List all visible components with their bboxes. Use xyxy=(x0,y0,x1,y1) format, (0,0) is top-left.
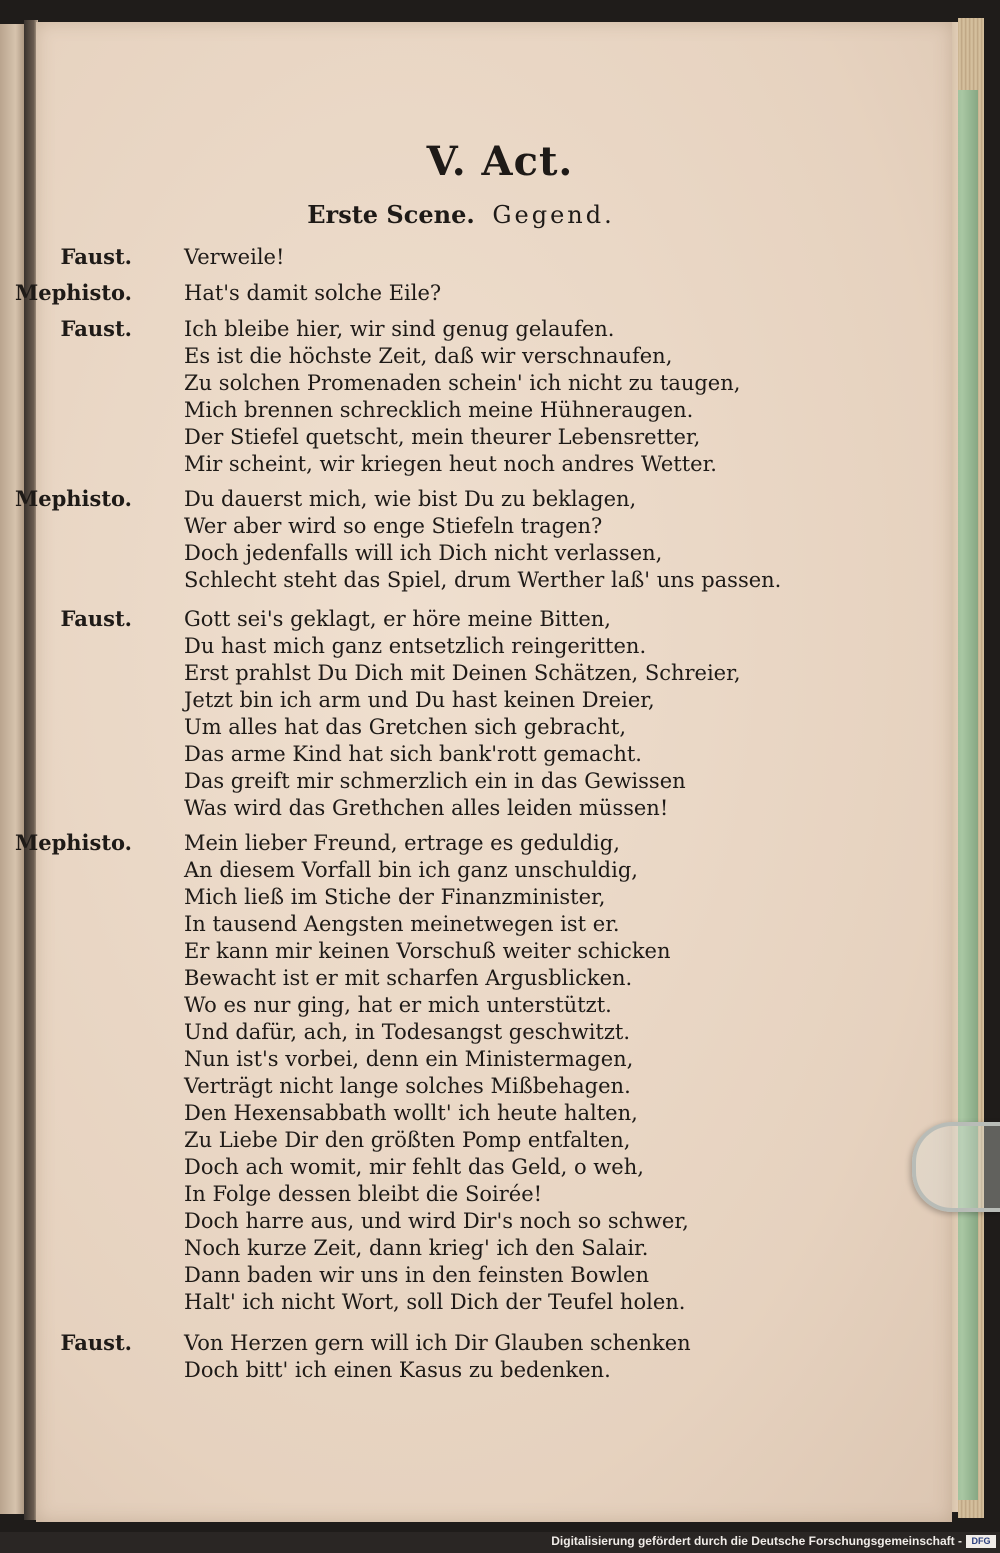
verse-line: Jetzt bin ich arm und Du hast keinen Dreier, xyxy=(184,688,655,712)
verse-line: Doch harre aus, und wird Dir's noch so schwer, xyxy=(184,1209,689,1233)
verse-line: Zu solchen Promenaden schein' ich nicht zu taugen, xyxy=(184,371,741,395)
verse-line: Schlecht steht das Spiel, drum Werther laß' uns passen. xyxy=(184,568,782,592)
verse-lines xyxy=(184,830,689,1316)
verse-line: Doch bitt' ich einen Kasus zu bedenken. xyxy=(184,1358,611,1382)
verse-lines xyxy=(184,280,441,307)
verse-line: Wer aber wird so enge Stiefeln tragen? xyxy=(184,514,603,538)
digitization-credit: Digitalisierung gefördert durch die Deutsche Forschungsgemeinschaft - xyxy=(551,1534,962,1548)
verse-line: Es ist die höchste Zeit, daß wir verschnaufen, xyxy=(184,344,673,368)
verse-line: Dann baden wir uns in den feinsten Bowlen xyxy=(184,1263,650,1287)
verse-line: Bewacht ist er mit scharfen Argusblicken. xyxy=(184,966,633,990)
verse-line: Ich bleibe hier, wir sind genug gelaufen. xyxy=(184,317,615,341)
speaker-name: Mephisto. xyxy=(14,830,132,855)
verse-line: Zu Liebe Dir den größten Pomp entfalten, xyxy=(184,1128,631,1152)
verse-lines xyxy=(184,1330,691,1384)
verse-line: Du dauerst mich, wie bist Du zu beklagen, xyxy=(184,487,637,511)
verse-line: In tausend Aengsten meinetwegen ist er. xyxy=(184,912,620,936)
verse-line: Von Herzen gern will ich Dir Glauben schenken xyxy=(184,1331,691,1355)
speaker-name: Faust. xyxy=(60,244,132,269)
verse-lines xyxy=(184,244,284,271)
speaker-name: Mephisto. xyxy=(14,486,132,511)
verse-line: Doch ach womit, mir fehlt das Geld, o weh, xyxy=(184,1155,644,1179)
verse-line: Halt' ich nicht Wort, soll Dich der Teufel holen. xyxy=(184,1290,686,1314)
page-clip-tab xyxy=(912,1122,1000,1212)
verse-line: Er kann mir keinen Vorschuß weiter schicken xyxy=(184,939,671,963)
verse-line: Hat's damit solche Eile? xyxy=(184,281,442,305)
verse-line: Mich brennen schrecklich meine Hühneraugen. xyxy=(184,398,694,422)
verse-line: Was wird das Grethchen alles leiden müssen! xyxy=(184,796,669,820)
speaker-name: Faust. xyxy=(60,316,132,341)
verse-line: Doch jedenfalls will ich Dich nicht verlassen, xyxy=(184,541,663,565)
verse-line: Erst prahlst Du Dich mit Deinen Schätzen, Schreier, xyxy=(184,661,741,685)
verse-line: Und dafür, ach, in Todesangst geschwitzt. xyxy=(184,1020,631,1044)
verse-line: Der Stiefel quetscht, mein theurer Lebensretter, xyxy=(184,425,701,449)
scene-title: Erste Scene. xyxy=(307,200,475,229)
verse-line: Noch kurze Zeit, dann krieg' ich den Salair. xyxy=(184,1236,649,1260)
verse-line: Verweile! xyxy=(184,245,285,269)
verse-line: Wo es nur ging, hat er mich unterstützt. xyxy=(184,993,612,1017)
verse-lines xyxy=(184,606,741,822)
verse-lines xyxy=(184,316,740,478)
verse-line: Nun ist's vorbei, denn ein Ministermagen, xyxy=(184,1047,634,1071)
verse-line: Das arme Kind hat sich bank'rott gemacht. xyxy=(184,742,642,766)
speaker-name: Faust. xyxy=(60,1330,132,1355)
verse-line: Den Hexensabbath wollt' ich heute halten, xyxy=(184,1101,638,1125)
verse-line: Um alles hat das Gretchen sich gebracht, xyxy=(184,715,627,739)
verse-line: Das greift mir schmerzlich ein in das Gewissen xyxy=(184,769,686,793)
dfg-logo xyxy=(966,1535,996,1548)
speaker-name: Faust. xyxy=(60,606,132,631)
scene-place: Gegend. xyxy=(492,201,615,229)
verse-line: Mir scheint, wir kriegen heut noch andres Wetter. xyxy=(184,452,717,476)
verse-line: Mich ließ im Stiche der Finanzminister, xyxy=(184,885,606,909)
act-heading: V. Act. xyxy=(426,138,574,185)
speaker-name: Mephisto. xyxy=(14,280,132,305)
verse-line: Mein lieber Freund, ertrage es geduldig, xyxy=(184,831,620,855)
dfg-logo-text: DFG xyxy=(971,1536,991,1546)
scene-heading xyxy=(0,200,922,229)
verse-lines xyxy=(184,486,781,594)
verse-line: An diesem Vorfall bin ich ganz unschuldig, xyxy=(184,858,638,882)
verse-line: Gott sei's geklagt, er höre meine Bitten, xyxy=(184,607,611,631)
verse-line: Du hast mich ganz entsetzlich reingeritten. xyxy=(184,634,647,658)
verse-line: In Folge dessen bleibt die Soirée! xyxy=(184,1182,543,1206)
previous-page-edge xyxy=(0,24,26,1514)
verse-line: Verträgt nicht lange solches Mißbehagen. xyxy=(184,1074,631,1098)
